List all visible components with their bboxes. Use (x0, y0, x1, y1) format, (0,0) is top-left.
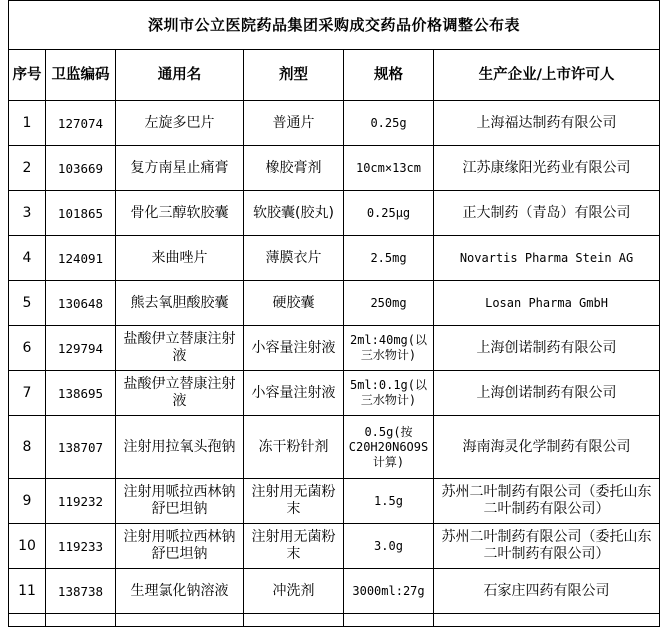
cell-no: 11 (9, 569, 46, 614)
cell-no: 3 (9, 191, 46, 236)
cell-spec: 3000ml:27g (344, 569, 434, 614)
cell-spec: 0.25μg (344, 191, 434, 236)
cell-maker: 石家庄四药有限公司 (434, 569, 660, 614)
cell-maker: 上海福达制药有限公司 (434, 101, 660, 146)
cell-form: 注射用无菌粉末 (244, 524, 344, 569)
header-code: 卫监编码 (46, 50, 116, 101)
cell-spec: 0.5g(按C20H20N6O9S计算) (344, 416, 434, 479)
cell-no: 4 (9, 236, 46, 281)
cell-no: 10 (9, 524, 46, 569)
cell-form: 普通片 (244, 101, 344, 146)
cell-no: 6 (9, 326, 46, 371)
cell-code: 127074 (46, 101, 116, 146)
cell-maker: 苏州二叶制药有限公司（委托山东二叶制药有限公司） (434, 479, 660, 524)
cell-empty (116, 614, 244, 627)
cell-spec: 3.0g (344, 524, 434, 569)
cell-form: 小容量注射液 (244, 326, 344, 371)
price-table (8, 0, 660, 627)
cell-code: 119233 (46, 524, 116, 569)
cell-maker: 上海创诺制药有限公司 (434, 326, 660, 371)
cell-form: 硬胶囊 (244, 281, 344, 326)
header-spec: 规格 (344, 50, 434, 101)
cell-name: 盐酸伊立替康注射液 (116, 326, 244, 371)
cell-form: 注射用无菌粉末 (244, 479, 344, 524)
cell-spec: 1.5g (344, 479, 434, 524)
cell-name: 左旋多巴片 (116, 101, 244, 146)
cell-maker: 江苏康缘阳光药业有限公司 (434, 146, 660, 191)
cell-name: 熊去氧胆酸胶囊 (116, 281, 244, 326)
cell-code: 138695 (46, 371, 116, 416)
cell-maker: Novartis Pharma Stein AG (434, 236, 660, 281)
table-row (9, 191, 660, 236)
cell-empty (344, 614, 434, 627)
table-row (9, 146, 660, 191)
cell-maker: 正大制药（青岛）有限公司 (434, 191, 660, 236)
cell-maker: Losan Pharma GmbH (434, 281, 660, 326)
cell-empty (46, 614, 116, 627)
cell-form: 软胶囊(胶丸) (244, 191, 344, 236)
table-row-partial (9, 614, 660, 627)
cell-maker: 上海创诺制药有限公司 (434, 371, 660, 416)
cell-spec: 2ml:40mg(以三水物计) (344, 326, 434, 371)
table-row (9, 416, 660, 479)
cell-code: 129794 (46, 326, 116, 371)
header-no: 序号 (9, 50, 46, 101)
cell-name: 生理氯化钠溶液 (116, 569, 244, 614)
table-row (9, 569, 660, 614)
cell-code: 124091 (46, 236, 116, 281)
table-row (9, 236, 660, 281)
cell-form: 薄膜衣片 (244, 236, 344, 281)
cell-code: 130648 (46, 281, 116, 326)
cell-maker: 苏州二叶制药有限公司（委托山东二叶制药有限公司） (434, 524, 660, 569)
cell-maker: 海南海灵化学制药有限公司 (434, 416, 660, 479)
cell-empty (9, 614, 46, 627)
cell-form: 冻干粉针剂 (244, 416, 344, 479)
cell-no: 8 (9, 416, 46, 479)
cell-spec: 10cm×13cm (344, 146, 434, 191)
cell-code: 103669 (46, 146, 116, 191)
table-row (9, 479, 660, 524)
cell-no: 9 (9, 479, 46, 524)
cell-spec: 2.5mg (344, 236, 434, 281)
header-row (9, 50, 660, 101)
cell-name: 注射用拉氧头孢钠 (116, 416, 244, 479)
cell-empty (434, 614, 660, 627)
table-row (9, 524, 660, 569)
table-row (9, 281, 660, 326)
cell-code: 101865 (46, 191, 116, 236)
cell-name: 注射用哌拉西林钠舒巴坦钠 (116, 479, 244, 524)
cell-code: 119232 (46, 479, 116, 524)
cell-empty (244, 614, 344, 627)
cell-code: 138707 (46, 416, 116, 479)
price-table-sheet (8, 0, 660, 627)
header-manufacturer: 生产企业/上市许可人 (434, 50, 660, 101)
header-generic-name: 通用名 (116, 50, 244, 101)
cell-no: 1 (9, 101, 46, 146)
cell-spec: 250mg (344, 281, 434, 326)
cell-form: 小容量注射液 (244, 371, 344, 416)
cell-no: 5 (9, 281, 46, 326)
cell-no: 2 (9, 146, 46, 191)
cell-name: 复方南星止痛膏 (116, 146, 244, 191)
cell-name: 盐酸伊立替康注射液 (116, 371, 244, 416)
header-dosage-form: 剂型 (244, 50, 344, 101)
cell-name: 注射用哌拉西林钠舒巴坦钠 (116, 524, 244, 569)
table-row (9, 101, 660, 146)
table-title: 深圳市公立医院药品集团采购成交药品价格调整公布表 (9, 1, 660, 50)
cell-code: 138738 (46, 569, 116, 614)
table-row (9, 371, 660, 416)
cell-spec: 5ml:0.1g(以三水物计) (344, 371, 434, 416)
cell-form: 冲洗剂 (244, 569, 344, 614)
cell-no: 7 (9, 371, 46, 416)
cell-name: 骨化三醇软胶囊 (116, 191, 244, 236)
cell-form: 橡胶膏剂 (244, 146, 344, 191)
cell-spec: 0.25g (344, 101, 434, 146)
title-row (9, 1, 660, 50)
table-row (9, 326, 660, 371)
cell-name: 来曲唑片 (116, 236, 244, 281)
